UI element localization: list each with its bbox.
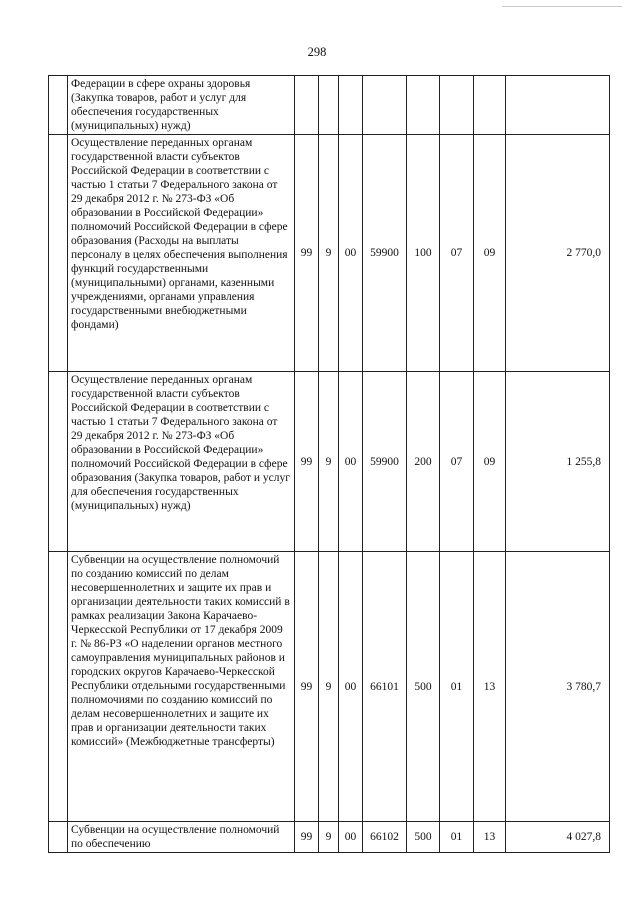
code-cell: [363, 76, 407, 135]
code-cell: 9: [319, 372, 339, 552]
table-row: [49, 552, 610, 822]
section-cell: 07: [440, 372, 474, 552]
amount-cell: 4 027,8: [506, 822, 610, 853]
expense-type-cell: 500: [407, 552, 440, 822]
expense-type-cell: [407, 76, 440, 135]
row-number-cell: [49, 135, 68, 372]
code-cell: 9: [319, 822, 339, 853]
subsection-cell: 09: [474, 135, 506, 372]
section-cell: 01: [440, 552, 474, 822]
amount-cell: 3 780,7: [506, 552, 610, 822]
code-cell: 9: [319, 135, 339, 372]
amount-cell: 2 770,0: [506, 135, 610, 372]
subsection-cell: 13: [474, 552, 506, 822]
table-row: [49, 822, 610, 853]
table-row: [49, 372, 610, 552]
code-cell: 66102: [363, 822, 407, 853]
code-cell: 00: [339, 372, 363, 552]
code-cell: 99: [295, 552, 319, 822]
amount-cell: [506, 76, 610, 135]
code-cell: 99: [295, 822, 319, 853]
description-cell: Осуществление переданных органам государственной власти субъектов Российской Федерации в соответствии с частью 1 статьи 7 Федерального закона от 29 декабря 2012 г. № 273-ФЗ «Об образовании в Российской Федерации» полномочий Российской Федерации в сфере образования (Закупка товаров, работ и услуг для обеспечения государственных (муниципальных) нужд): [68, 372, 295, 552]
code-cell: 66101: [363, 552, 407, 822]
expense-type-cell: 100: [407, 135, 440, 372]
code-cell: 00: [339, 822, 363, 853]
description-cell: Осуществление переданных органам государственной власти субъектов Российской Федерации в соответствии с частью 1 статьи 7 Федерального закона от 29 декабря 2012 г. № 273-ФЗ «Об образовании в Российской Федерации» полномочий Российской Федерации в сфере образования (Расходы на выплаты персоналу в целях обеспечения выполнения функций государственными (муниципальными) органами, казенными учреждениями, органами управления государственными внебюджетными фондами): [68, 135, 295, 372]
code-cell: 99: [295, 135, 319, 372]
code-cell: [339, 76, 363, 135]
code-cell: 59900: [363, 372, 407, 552]
code-cell: [295, 76, 319, 135]
section-cell: 07: [440, 135, 474, 372]
section-cell: [440, 76, 474, 135]
code-cell: 00: [339, 552, 363, 822]
row-number-cell: [49, 372, 68, 552]
code-cell: [319, 76, 339, 135]
description-cell: Федерации в сфере охраны здоровья (Закупка товаров, работ и услуг для обеспечения государственных (муниципальных) нужд): [68, 76, 295, 135]
subsection-cell: 09: [474, 372, 506, 552]
code-cell: 59900: [363, 135, 407, 372]
budget-table: [48, 75, 610, 853]
page-number: 298: [307, 45, 327, 59]
code-cell: 9: [319, 552, 339, 822]
code-cell: 00: [339, 135, 363, 372]
table-row: [49, 135, 610, 372]
amount-cell: 1 255,8: [506, 372, 610, 552]
table-row: [49, 76, 610, 135]
description-cell: Субвенции на осуществление полномочий по созданию комиссий по делам несовершеннолетних и защите их прав и организации деятельности таких комиссий в рамках реализации Закона Карачаево-Черкесской Республики от 17 декабря 2009 г. № 86-РЗ «О наделении органов местного самоуправления муниципальных районов и городских округов Карачаево-Черкесской Республики отдельными государственными полномочиями по созданию комиссий по делам несовершеннолетних и защите их прав и организации деятельности таких комиссий» (Межбюджетные трансферты): [68, 552, 295, 822]
row-number-cell: [49, 822, 68, 853]
description-cell: Субвенции на осуществление полномочий по обеспечению: [68, 822, 295, 853]
subsection-cell: [474, 76, 506, 135]
subsection-cell: 13: [474, 822, 506, 853]
row-number-cell: [49, 552, 68, 822]
row-number-cell: [49, 76, 68, 135]
code-cell: 99: [295, 372, 319, 552]
section-cell: 01: [440, 822, 474, 853]
scan-edge-mark: [502, 0, 622, 7]
expense-type-cell: 200: [407, 372, 440, 552]
expense-type-cell: 500: [407, 822, 440, 853]
